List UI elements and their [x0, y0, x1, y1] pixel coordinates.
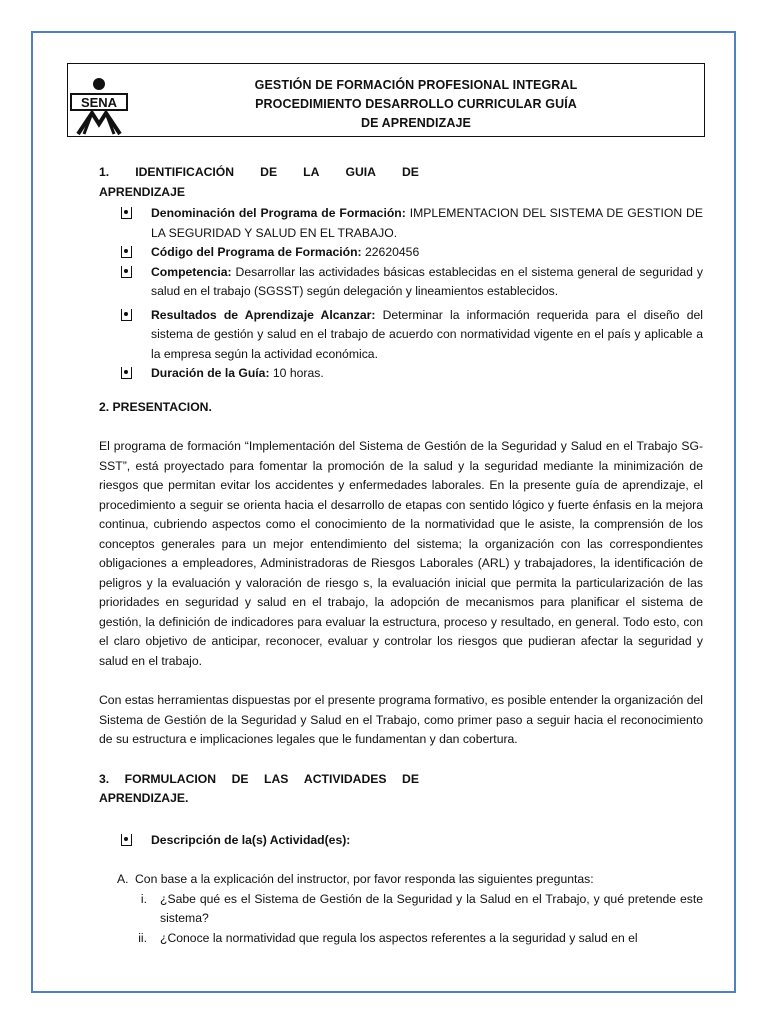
header-line-2: PROCEDIMIENTO DESARROLLO CURRICULAR GUÍA — [255, 97, 577, 111]
section-2-title: 2. PRESENTACION. — [99, 399, 212, 414]
presentation-paragraph-2: Con estas herramientas dispuestas por el presente programa formativo, es posible entender la organización del Sistema de Gestión de la Seguridad y Salud en el Trabajo, como primer paso a seguir hacia el reconocimiento de su estructura e implicaciones legales que le fundamentan y dan cobertura. — [99, 693, 703, 746]
list-item: Código del Programa de Formación: 22620456 — [121, 243, 703, 263]
section-3-title: 3. FORMULACION DE LAS ACTIVIDADES DE APRENDIZAJE. — [99, 771, 419, 805]
bullet-icon — [121, 309, 132, 321]
questions-list — [135, 890, 703, 949]
activity-list — [117, 870, 703, 948]
header-line-1: GESTIÓN DE FORMACIÓN PROFESIONAL INTEGRAL — [254, 78, 578, 92]
presentation-paragraph-1: El programa de formación “Implementación del Sistema de Gestión de la Seguridad y Salud en el Trabajo SG-SST”, está proyectado para fomentar la promoción de la salud y la seguridad mediante la minimización de riesgos que permitan evitar los accidentes y enfermedades laborales. En la presente guía de aprendizaje, el procedimiento a seguir se orienta hacia el desarrollo de etapas con sentido lógico y fuerte énfasis en la mejora continua, cubriendo aspectos como el conocimiento de la normatividad que le asiste, la comprensión de los conceptos generales para un mejor entendimiento del sistema; la organización con las correspondientes obligaciones a empleadores, Administradoras de Riesgos Laborales (ARL) y trabajadores, la identificación de peligros y la evaluación y valoración de riesgo s, la evaluación inicial que permita la particularización de las prioridades en seguridad y salud en el trabajo, la adopción de mecanismos para planificar el sistema de gestión, la definición de indicadores para evaluar la estructura, proceso y resultado, en general. Todo esto, con el claro objetivo de anticipar, reconocer, evaluar y controlar los riesgos que pudieran afectar la seguridad y salud en el trabajo. — [99, 439, 703, 668]
list-item: Competencia: Desarrollar las actividades básicas establecidas en el sistema general de seguridad y salud en el trabajo (SGSST) según delegación y lineamientos establecidos. — [121, 263, 703, 302]
bullet-icon — [121, 834, 132, 846]
list-item: Descripción de la(s) Actividad(es): — [121, 831, 703, 851]
list-item: A. Con base a la explicación del instructor, por favor responda las siguientes preguntas: i. ¿Sabe qué es el Sistema de Gestión de la Seguridad y la Salud en el Trabajo, y qué pretende este sistema? ii. ¿Conoce la normatividad que regula los aspectos referentes a la seguridad y salud en el — [117, 870, 703, 948]
sena-logo-icon — [70, 76, 128, 136]
list-item: Denominación del Programa de Formación: IMPLEMENTACION DEL SISTEMA DE GESTION DE LA SEGURIDAD Y SALUD EN EL TRABAJO. — [121, 204, 703, 243]
activities-list — [99, 831, 703, 851]
identification-list — [99, 204, 703, 384]
section-1-title: 1. IDENTIFICACIÓN DE LA GUIA DE APRENDIZAJE — [99, 165, 419, 199]
logo-text: SENA — [80, 95, 118, 110]
bullet-icon — [121, 207, 132, 219]
document-body — [99, 163, 703, 948]
list-item: Resultados de Aprendizaje Alcanzar: Determinar la información requerida para el diseño del sistema de gestión y salud en el trabajo de acuerdo con normatividad vigente en el país y aplicable a la empresa según la actividad económica. — [121, 306, 703, 365]
question-item: i. ¿Sabe qué es el Sistema de Gestión de la Seguridad y la Salud en el Trabajo, y qué pretende este sistema? — [140, 891, 703, 925]
list-item: Duración de la Guía: 10 horas. — [121, 364, 703, 384]
question-item: ii. ¿Conoce la normatividad que regula los aspectos referentes a la seguridad y salud en el — [138, 930, 638, 945]
header-title — [128, 76, 704, 133]
header-line-3: DE APRENDIZAJE — [361, 116, 471, 130]
page-frame — [31, 31, 736, 993]
bullet-icon — [121, 367, 132, 379]
bullet-icon — [121, 246, 132, 258]
document-header — [67, 63, 705, 137]
bullet-icon — [121, 266, 132, 278]
